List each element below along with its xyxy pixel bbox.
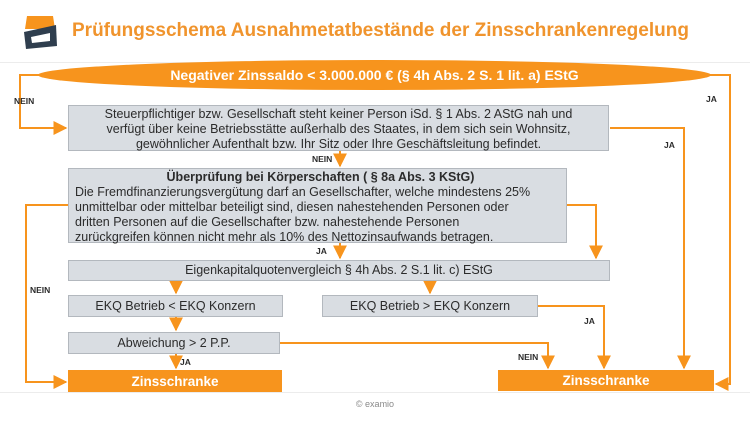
label-nein-start: NEIN: [14, 96, 35, 106]
arrow-deviation-to-right-result: [280, 343, 548, 368]
start-condition: Negativer Zinssaldo < 3.000.000 € (§ 4h Abs. 2 S. 1 lit. a) EStG: [38, 60, 711, 90]
label-ja-deviation: JA: [180, 357, 191, 367]
result-right-zinsschranke: Zinsschranke: [498, 370, 714, 391]
footer-copyright: © examio: [355, 399, 395, 409]
label-ja-step1: JA: [664, 140, 675, 150]
arrow-step2-to-step3-right: [566, 205, 596, 258]
step2-title: Überprüfung bei Körperschaften ( § 8a Abs. 3 KStG): [166, 170, 475, 184]
footer-divider: [0, 392, 750, 393]
label-nein-deviation: NEIN: [518, 352, 539, 362]
deviation-box: Abweichung > 2 P.P.: [68, 332, 280, 354]
result-left-zinsschranke: Zinsschranke: [68, 370, 282, 393]
step2-line: Die Fremdfinanzierungsvergütung darf an Gesellschafter, welche mindestens 25%: [75, 185, 531, 199]
label-nein-step1: NEIN: [312, 154, 333, 164]
ekq-less-box: EKQ Betrieb < EKQ Konzern: [68, 295, 283, 317]
label-nein-step2: NEIN: [30, 285, 51, 295]
step1-box: [68, 105, 609, 151]
label-ja-ekq-greater: JA: [584, 316, 595, 326]
step2-line: zurückgreifen können nicht mehr als 10% des Nettozinsaufwands betragen.: [75, 230, 494, 244]
step2-line: dritten Personen auf die Gesellschafter bzw. nahestehende Personen: [75, 215, 460, 229]
label-ja-start: JA: [706, 94, 717, 104]
step1-line: gewöhnlicher Aufenthalt bzw. Ihr Sitz oder Ihre Geschäftsleitung befindet.: [135, 137, 542, 151]
ekq-greater-box: EKQ Betrieb > EKQ Konzern: [322, 295, 538, 317]
step3-box: Eigenkapitalquotenvergleich § 4h Abs. 2 S.1 lit. c) EStG: [68, 260, 610, 281]
arrow-step1-to-right-result: [610, 128, 684, 368]
step2-box: [68, 168, 567, 243]
label-ja-step2: JA: [316, 246, 327, 256]
arrow-start-to-right-result: [706, 75, 730, 384]
step1-line: verfügt über keine Betriebsstätte außerhalb des Staates, in dem sich sein Wohnsitz,: [106, 122, 571, 136]
step2-line: unmittelbar oder mittelbar beteiligt sind, diesen nahestehenden Personen oder: [75, 200, 509, 214]
step1-line: Steuerpflichtiger bzw. Gesellschaft steht keiner Person iSd. § 1 Abs. 2 AStG nah und: [104, 107, 573, 121]
page-title: Prüfungsschema Ausnahmetatbestände der Zinsschrankenregelung: [72, 20, 689, 41]
